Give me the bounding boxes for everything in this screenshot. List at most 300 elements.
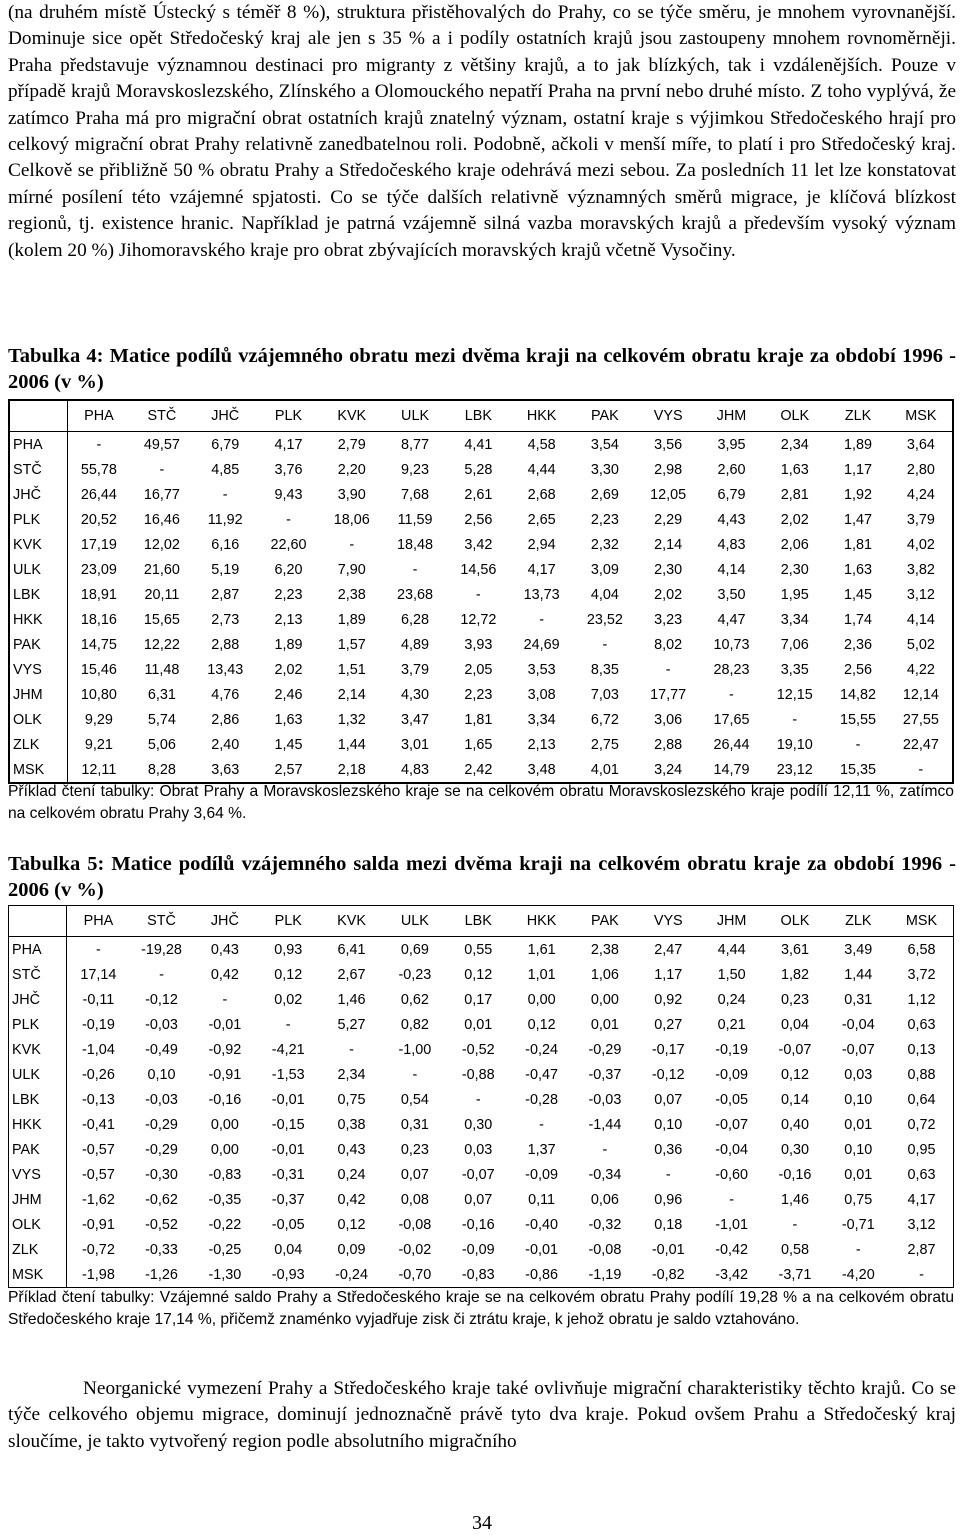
body-paragraph-1: (na druhém místě Ústecký s téměř 8 %), struktura přistěhovalých do Prahy, co se týče směru, je mnohem vyrovnanější. Dominuje sice opět Středočeský kraj ale jen s 35 % a i podíly ostatních krajů jsou zastoupeny mnohem rovnoměrněji. Praha představuje významnou destinaci pro migranty z většiny krajů, a to jak blízkých, tak i vzdálenějších. Pouze v případě krajů Moravskoslezského, Zlínského a Olomouckého nepatří Praha na první nebo druhé místo. Z toho vyplývá, že zatímco Praha má pro migrační obrat ostatních krajů znatelný význam, ostatní kraje s výjimkou Středočeského hrají pro celkový migrační obrat Prahy relativně zanedbatelnou roli. Podobně, ačkoli v menší míře, to platí i pro Středočeský kraj. Celkově se přibližně 50 % obratu Prahy a Středočeského kraje odehrává mezi sebou. Za posledních 11 let lze konstatovat mírné posílení této vzájemné spjatosti. Co se týče dalších relativně významných směrů migrace, je klíčová blízkost regionů, tj. existence hranic. Například je patrná vzájemně silná vazba moravských krajů a především vysoký význam (kolem 20 %) Jihomoravského kraje pro obrat zbývajících moravských krajů včetně Vysočiny. [8,2,956,261]
table-row [9,1012,954,1037]
table-cell: 1,50 [717,966,746,983]
column-header: PLK [257,400,320,432]
table-cell: 12,05 [650,486,687,503]
column-header: LBK [447,906,510,937]
table-cell: -0,57 [82,1141,115,1158]
table-cell: 0,30 [464,1116,493,1133]
table-cell: 20,11 [144,586,180,603]
table-4-header [9,400,953,432]
table-cell: 17,77 [650,686,687,703]
table-cell: -0,07 [778,1041,812,1058]
table-cell: 3,79 [906,511,935,528]
table-4-body [9,432,953,784]
table-cell: -1,62 [82,1191,115,1208]
table-cell: 1,12 [907,991,936,1008]
column-header: OLK [763,906,826,937]
table-cell: 0,42 [337,1191,366,1208]
table-cell: 2,02 [780,511,809,528]
table-cell: 13,43 [207,661,244,678]
table-cell: -0,25 [208,1241,242,1258]
table-cell: 0,27 [654,1016,683,1033]
table-cell: 0,18 [654,1216,683,1233]
table-cell: 6,31 [147,686,176,703]
table-cell: 8,77 [401,436,430,453]
table-corner-cell [9,906,67,937]
table-cell: -0,29 [145,1141,178,1158]
row-header: JHM [9,682,67,707]
table-cell: -0,12 [145,991,178,1008]
table-cell: 3,42 [464,536,493,553]
table-cell: 2,42 [464,761,493,778]
column-header: STČ [130,906,193,937]
table-cell: 2,18 [337,761,366,778]
table-cell: -0,71 [841,1216,875,1233]
table-cell: 4,14 [906,611,935,628]
table-cell: -0,35 [208,1191,242,1208]
table-cell: 3,79 [401,661,430,678]
table-cell: 4,22 [906,661,935,678]
table-cell: -0,01 [525,1241,558,1258]
table-cell: -0,28 [525,1091,558,1108]
table-cell: 2,57 [274,761,303,778]
table-cell: 3,49 [844,941,873,958]
table-cell: 7,68 [401,486,430,503]
table-cell: 2,05 [464,661,493,678]
table-cell: 2,73 [211,611,240,628]
table-row [9,1212,954,1237]
table-cell: 2,23 [274,586,303,603]
table-cell: -0,01 [651,1241,685,1258]
table-cell: 0,10 [844,1141,873,1158]
table-cell: 1,65 [464,736,493,753]
table-cell: 3,12 [906,586,935,603]
table-cell: -0,07 [461,1166,495,1183]
table-cell: 2,29 [654,511,683,528]
table-cell: -0,07 [841,1041,875,1058]
table-row [9,1037,954,1062]
table-cell: 0,75 [337,1091,366,1108]
table-cell: 3,12 [907,1216,936,1233]
table-cell: -0,11 [82,991,115,1008]
table-cell: 0,01 [844,1116,873,1133]
table-cell: -0,17 [651,1041,685,1058]
table-cell: 2,38 [337,586,366,603]
table-cell: 1,45 [274,736,303,753]
table-cell: -0,26 [82,1066,115,1083]
table-cell: 16,46 [143,511,180,528]
table-cell: -0,19 [715,1041,749,1058]
table-cell: - [602,1141,608,1158]
table-cell: 4,58 [527,436,556,453]
body-paragraph-2: Neorganické vymezení Prahy a Středočeského kraje také ovlivňuje migrační charakteristiky těchto krajů. Co se týče celkového objemu migrace, dominují jednoznačně právě tyto dva kraje. Pokud ovšem Prahu a Středočeský kraj sloučíme, je takto vytvořený region podle absolutního migračního [8,1378,956,1452]
table-cell: 0,07 [654,1091,683,1108]
table-cell: 0,69 [400,941,429,958]
row-header: JHM [9,1187,67,1212]
column-header: MSK [890,400,953,432]
table-cell: 5,27 [337,1016,366,1033]
table-row [9,1062,954,1087]
table-cell: 0,06 [590,1191,619,1208]
table-cell: 1,45 [844,586,873,603]
table-cell: 0,00 [590,991,619,1008]
table-cell: - [729,686,734,703]
table-cell: 2,30 [780,561,809,578]
table-cell: 1,92 [844,486,873,503]
table-cell: 0,63 [907,1016,936,1033]
table-cell: -0,01 [271,1141,305,1158]
table-cell: -1,53 [271,1066,305,1083]
table-cell: 8,28 [147,761,176,778]
table-cell: 6,72 [590,711,619,728]
table-cell: 0,00 [210,1116,239,1133]
table-cell: 3,90 [337,486,366,503]
table-cell: 10,73 [713,636,750,653]
table-cell: 24,69 [523,636,560,653]
table-cell: 1,63 [844,561,873,578]
table-cell: -0,91 [82,1216,115,1233]
column-header: HKK [510,400,573,432]
table-cell: 0,00 [527,991,556,1008]
column-header: PHA [67,400,130,432]
table-cell: -0,62 [145,1191,178,1208]
table-cell: 2,94 [527,536,556,553]
table-cell: -0,02 [398,1241,432,1258]
table-cell: -3,42 [715,1266,749,1283]
row-header: ULK [9,1062,67,1087]
table-cell: - [855,736,861,753]
table-cell: -0,82 [651,1266,685,1283]
table-cell: 2,98 [654,461,683,478]
table-cell: 0,04 [780,1016,809,1033]
table-cell: 0,36 [654,1141,683,1158]
table-cell: 2,20 [337,461,366,478]
table-cell: 2,69 [590,486,619,503]
table-cell: -0,24 [335,1266,368,1283]
table-cell: -0,03 [145,1016,178,1033]
table-cell: -4,20 [841,1266,875,1283]
table-cell: - [539,1116,544,1133]
table-cell: 0,00 [210,1141,239,1158]
table-corner-cell [9,400,67,432]
table-cell: -1,00 [398,1041,432,1058]
table-cell: 2,79 [337,436,366,453]
table-cell: -0,04 [715,1141,749,1158]
table-cell: -0,52 [461,1041,495,1058]
table-cell: - [919,1266,924,1283]
table-cell: 3,53 [527,661,556,678]
table-cell: 1,57 [337,636,366,653]
table-cell: -0,37 [271,1191,305,1208]
row-header: KVK [9,1037,67,1062]
table-cell: 3,72 [907,966,936,983]
table-cell: - [792,711,798,728]
table-cell: 0,40 [780,1116,809,1133]
table-cell: 4,17 [274,436,303,453]
table-cell: 26,44 [80,486,117,503]
table-cell: 4,44 [717,941,746,958]
table-5-note: Příklad čtení tabulky: Vzájemné saldo Prahy a Středočeského kraje se na celkovém obratu Prahy podílí 19,28 % a na celkovém obratu Středočeského kraje 17,14 %, přičemž znaménko vyjadřuje zisk či ztrátu kraje, k jehož obratu je saldo vztahováno. [8,1289,954,1328]
table-cell: 3,50 [717,586,746,603]
table-cell: 2,40 [211,736,240,753]
column-header: OLK [763,400,826,432]
table-cell: 20,52 [80,511,117,528]
table-cell: -0,22 [208,1216,242,1233]
table-cell: -0,92 [208,1041,242,1058]
table-cell: 12,11 [81,761,117,778]
table-cell: 3,54 [590,436,619,453]
table-cell: - [412,561,418,578]
table-cell: 0,82 [400,1016,429,1033]
table-cell: 11,59 [397,511,433,528]
row-header: VYS [9,657,67,682]
column-header: PLK [257,906,320,937]
table-cell: 3,30 [590,461,619,478]
table-cell: 2,65 [527,511,556,528]
table-cell: 0,01 [844,1166,873,1183]
table-cell: 2,61 [464,486,493,503]
table-cell: 19,10 [776,736,813,753]
table-cell: 1,17 [654,966,683,983]
row-header: LBK [9,582,67,607]
table-cell: 0,10 [147,1066,176,1083]
table-row [9,732,953,757]
table-cell: 2,36 [844,636,873,653]
table-cell: 0,08 [400,1191,429,1208]
table-cell: -0,16 [778,1166,812,1183]
row-header: PHA [9,432,67,458]
table-cell: 15,46 [80,661,117,678]
table-cell: 0,43 [337,1141,366,1158]
table-cell: 2,87 [907,1241,936,1258]
table-cell: 12,15 [776,686,813,703]
table-cell: 2,46 [274,686,303,703]
column-header: ULK [383,400,446,432]
table-cell: 23,09 [80,561,117,578]
table-cell: 18,48 [397,536,434,553]
table-cell: 1,06 [590,966,619,983]
table-row [9,682,953,707]
table-cell: 4,24 [906,486,935,503]
table-cell: -0,07 [715,1116,749,1133]
table-cell: 1,51 [337,661,366,678]
table-cell: 4,17 [527,561,556,578]
table-cell: 9,23 [401,461,430,478]
column-header: STČ [130,400,193,432]
table-cell: 14,82 [840,686,877,703]
table-cell: 1,63 [780,461,809,478]
table-cell: -0,40 [525,1216,558,1233]
table-cell: - [602,636,608,653]
table-cell: 0,54 [400,1091,429,1108]
table-cell: 8,35 [590,661,619,678]
table-row [9,532,953,557]
table-cell: 15,55 [840,711,877,728]
page-number: 34 [472,1512,492,1534]
table-cell: 3,34 [780,611,809,628]
table-cell: -0,57 [82,1166,115,1183]
table-cell: 2,75 [590,736,619,753]
table-4-caption: Tabulka 4: Matice podílů vzájemného obratu mezi dvěma kraji na celkovém obratu kraje za období 1996 - 2006 (v %) [8,345,956,393]
column-header: JHM [700,906,763,937]
row-header: LBK [9,1087,67,1112]
table-cell: 2,32 [590,536,619,553]
table-cell: 9,43 [274,486,303,503]
row-header: ZLK [9,1237,67,1262]
table-cell: 2,88 [654,736,683,753]
table-cell: 0,13 [907,1041,936,1058]
table-cell: -1,19 [588,1266,622,1283]
table-cell: 0,14 [780,1091,809,1108]
table-cell: 9,21 [84,736,113,753]
table-cell: 2,14 [337,686,366,703]
row-header: ULK [9,557,67,582]
table-cell: 2,23 [590,511,619,528]
table-cell: 0,55 [464,941,493,958]
table-row [9,607,953,632]
table-cell: 4,04 [590,586,619,603]
table-cell: -0,41 [82,1116,115,1133]
table-cell: -0,09 [525,1166,558,1183]
table-cell: -0,13 [82,1091,115,1108]
table-cell: -0,03 [145,1091,178,1108]
table-5-body [9,937,954,1288]
table-cell: - [475,586,481,603]
table-cell: 21,60 [143,561,180,578]
table-cell: 0,12 [274,966,303,983]
table-cell: -0,88 [461,1066,495,1083]
table-cell: 0,30 [780,1141,809,1158]
table-cell: 23,12 [776,761,813,778]
table-cell: 1,01 [527,966,556,983]
table-cell: 0,11 [528,1191,556,1208]
table-cell: 14,56 [460,561,497,578]
table-cell: 9,29 [84,711,113,728]
table-cell: 4,17 [907,1191,936,1208]
table-cell: 7,06 [780,636,809,653]
table-cell: 0,31 [844,991,873,1008]
table-cell: 2,81 [780,486,809,503]
table-cell: -0,08 [588,1241,622,1258]
column-header: PAK [573,906,636,937]
table-cell: 3,48 [527,761,556,778]
table-cell: 1,44 [844,966,873,983]
table-cell: 12,14 [902,686,939,703]
table-cell: - [285,1016,291,1033]
row-header: JHČ [9,987,67,1012]
table-cell: 6,20 [274,561,303,578]
table-cell: 3,56 [654,436,683,453]
column-header: JHČ [194,400,257,432]
column-header: JHČ [193,906,256,937]
table-cell: -0,09 [461,1241,495,1258]
table-5 [8,905,954,1288]
table-row [9,557,953,582]
table-cell: 0,04 [274,1241,303,1258]
table-cell: 1,44 [337,736,366,753]
table-cell: 1,95 [780,586,809,603]
table-cell: 28,23 [713,661,750,678]
table-cell: 14,79 [713,761,750,778]
table-cell: 0,64 [907,1091,936,1108]
table-cell: -0,23 [398,966,432,983]
table-cell: 0,95 [907,1141,936,1158]
table-row [9,632,953,657]
table-cell: -1,44 [588,1116,622,1133]
table-cell: 0,07 [400,1166,429,1183]
table-cell: - [349,1041,354,1058]
table-row [9,987,954,1012]
table-cell: -0,34 [588,1166,622,1183]
table-cell: 55,78 [80,461,117,478]
table-cell: 3,09 [590,561,619,578]
table-cell: 4,41 [464,436,493,453]
table-cell: - [349,536,355,553]
table-cell: 1,89 [844,436,873,453]
table-cell: 0,10 [654,1116,683,1133]
table-cell: 7,03 [590,686,619,703]
table-cell: 0,24 [337,1166,366,1183]
table-row [9,962,954,987]
table-cell: 0,72 [907,1116,936,1133]
table-cell: 2,23 [464,686,493,703]
table-cell: 0,02 [274,991,303,1008]
table-cell: 0,88 [907,1066,936,1083]
row-header: PAK [9,1137,67,1162]
table-cell: 0,09 [337,1241,366,1258]
table-cell: -0,72 [82,1241,115,1258]
table-cell: 4,02 [906,536,935,553]
table-cell: 3,01 [401,736,430,753]
table-cell: 1,81 [464,711,493,728]
table-cell: 0,63 [907,1166,936,1183]
table-cell: 7,90 [337,561,366,578]
row-header: OLK [9,707,67,732]
table-cell: -0,42 [715,1241,749,1258]
table-cell: 26,44 [713,736,750,753]
table-cell: 1,89 [337,611,366,628]
table-cell: 0,75 [844,1191,873,1208]
table-row [9,657,953,682]
table-cell: 15,35 [840,761,877,778]
table-row [9,757,953,783]
table-cell: 1,74 [844,611,873,628]
table-cell: 18,06 [333,511,370,528]
table-cell: 12,22 [143,636,180,653]
row-header: STČ [9,962,67,987]
table-cell: - [96,941,101,958]
table-cell: -0,91 [208,1066,242,1083]
table-cell: 4,83 [401,761,430,778]
table-cell: 3,76 [274,461,303,478]
table-cell: 0,03 [844,1066,873,1083]
table-cell: 0,23 [400,1141,429,1158]
table-cell: -0,01 [271,1091,305,1108]
table-cell: 2,34 [780,436,809,453]
table-row [9,507,953,532]
table-cell: -0,60 [715,1166,749,1183]
table-cell: -0,19 [82,1016,115,1033]
table-cell: 1,82 [780,966,809,983]
table-cell: -0,86 [525,1266,558,1283]
table-row [9,457,953,482]
row-header: MSK [9,1262,67,1288]
table-cell: -4,21 [271,1041,305,1058]
table-cell: 3,95 [717,436,746,453]
table-cell: 4,47 [717,611,746,628]
column-header: PAK [573,400,636,432]
table-row [9,582,953,607]
table-cell: 6,16 [211,536,240,553]
